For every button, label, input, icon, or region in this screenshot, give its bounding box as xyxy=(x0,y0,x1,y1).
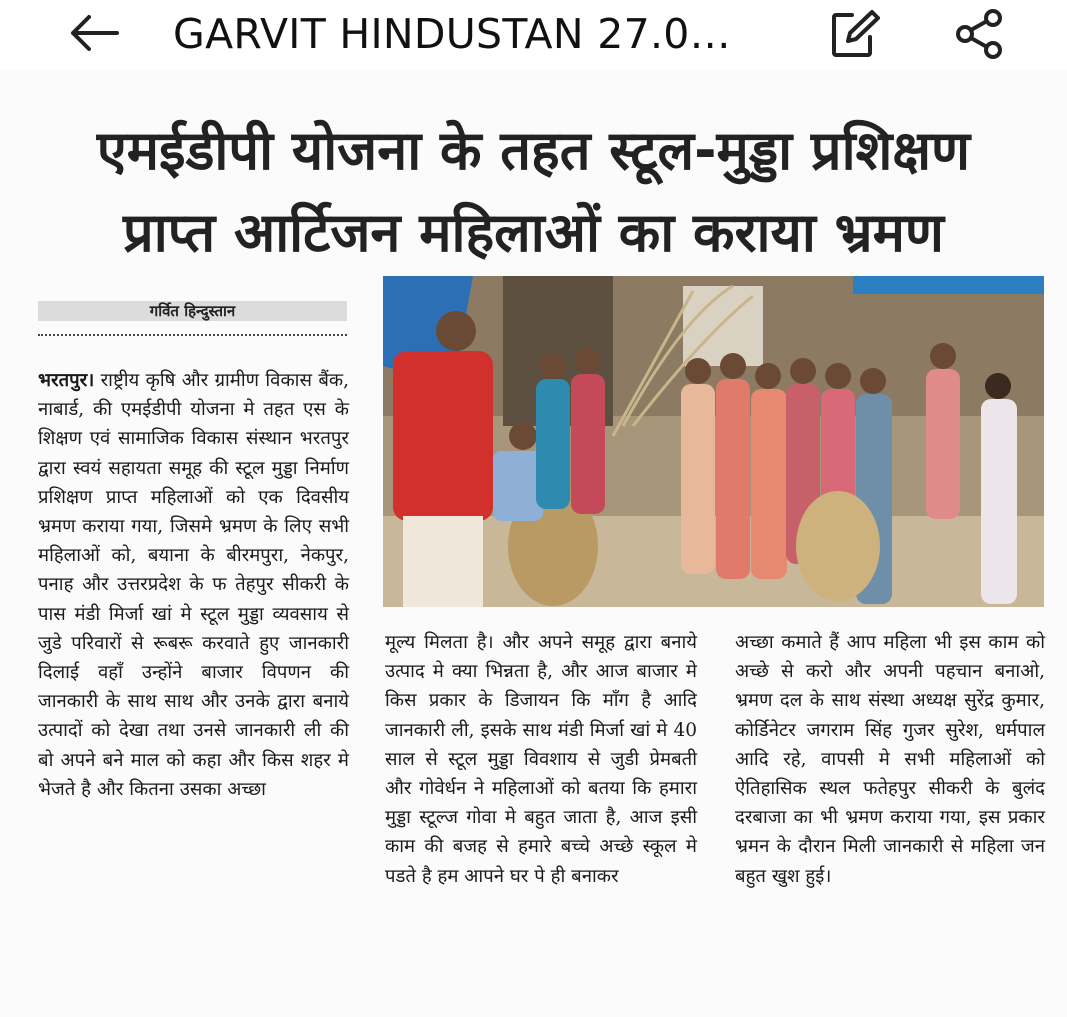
photo-illustration xyxy=(383,276,1044,607)
edit-button[interactable] xyxy=(822,6,886,62)
article-column-1 xyxy=(38,366,349,986)
article-column-3: अच्छा कमाते हैं आप महिला भी इस काम को अच्छे से करो और अपनी पहचान बनाओ, भ्रमण दल के साथ संस्था अध्यक्ष सुरेंद्र कुमार, कोर्डिनेटर जगराम सिंह गुजर सुरेश, धर्मपाल आदि रहे, वापसी मे सभी महिलाओं को ऐतिहासिक स्थल फतेहपुर सीकरी के बुलंद दरबाजा का भी भ्रमण कराया गया, इस प्रकार भ्रमन के दौरान मिली जानकारी से महिला जन बहुत खुश हुई। xyxy=(735,632,1045,887)
source-label: गर्वित हिन्दुस्तान xyxy=(38,301,347,321)
news-photo xyxy=(383,276,1044,607)
dateline: भरतपुर। xyxy=(38,370,95,391)
app-toolbar xyxy=(0,0,1067,70)
headline-line-2: प्राप्त आर्टिजन महिलाओं का कराया भ्रमण xyxy=(123,201,944,264)
column-1-text: राष्ट्रीय कृषि और ग्रामीण विकास बैंक, नाबार्ड, की एमईडीपी योजना मे तहत एस के शिक्षण एवं सामाजिक विकास संस्थान भरतपुर द्वारा स्वयं सहायता समूह की स्टूल मुड्डा निर्माण प्रशिक्षण प्राप्त महिलाओं को एक दिवसीय भ्रमण कराया गया, जिसमे भ्रमण के लिए सभी महिलाओं को, बयाना के बीरमपुरा, नेकपुर, पनाह और उत्तरप्रदेश के फ तेहपुर सीकरी के पास मंडी मिर्जा खां मे स्टूल मुड्डा व्यवसाय से जुडे परिवारों से रूबरू करवाते हुए जानकारी दिलाई वहाँ उन्होंने बाजार विपणन की जानकारी के साथ साथ और उनके द्वारा बनाये उत्पादों को देखा तथा उनसे जानकारी ली की बो अपने बने माल को कहा और किस शहर मे भेजते है और कितना उसका अच्छा xyxy=(38,370,349,800)
article-column-2: मूल्य मिलता है। और अपने समूह द्वारा बनाये उत्पाद मे क्या भिन्नता है, और आज बाजार मे किस प्रकार के डिजायन कि माँग है आदि जानकारी ली, इसके साथ मंडी मिर्जा खां मे 40 साल से स्टूल मुड्डा विवशाय से जुडी प्रेमबती और गोवेर्धन ने महिलाओं को बतया कि हमारा मुड्डा स्टूल्ज गोवा मे बहुत जाता है, आज इसी काम की बजह से हमारे बच्चे अच्छे स्कूल मे पडते है हम आपने घर पे ही बनाकर xyxy=(385,632,697,887)
newspaper-clipping[interactable] xyxy=(0,70,1067,1017)
document-title: GARVIT HINDUSTAN 27.0… xyxy=(173,10,731,58)
edit-icon xyxy=(828,9,880,59)
back-button[interactable] xyxy=(60,8,126,58)
arrow-left-icon xyxy=(65,13,121,53)
share-button[interactable] xyxy=(946,6,1012,62)
share-icon xyxy=(953,8,1005,60)
headline xyxy=(20,110,1047,274)
headline-line-1: एमईडीपी योजना के तहत स्टूल-मुड्डा प्रशिक्षण xyxy=(96,119,971,182)
dotted-divider xyxy=(38,334,347,336)
